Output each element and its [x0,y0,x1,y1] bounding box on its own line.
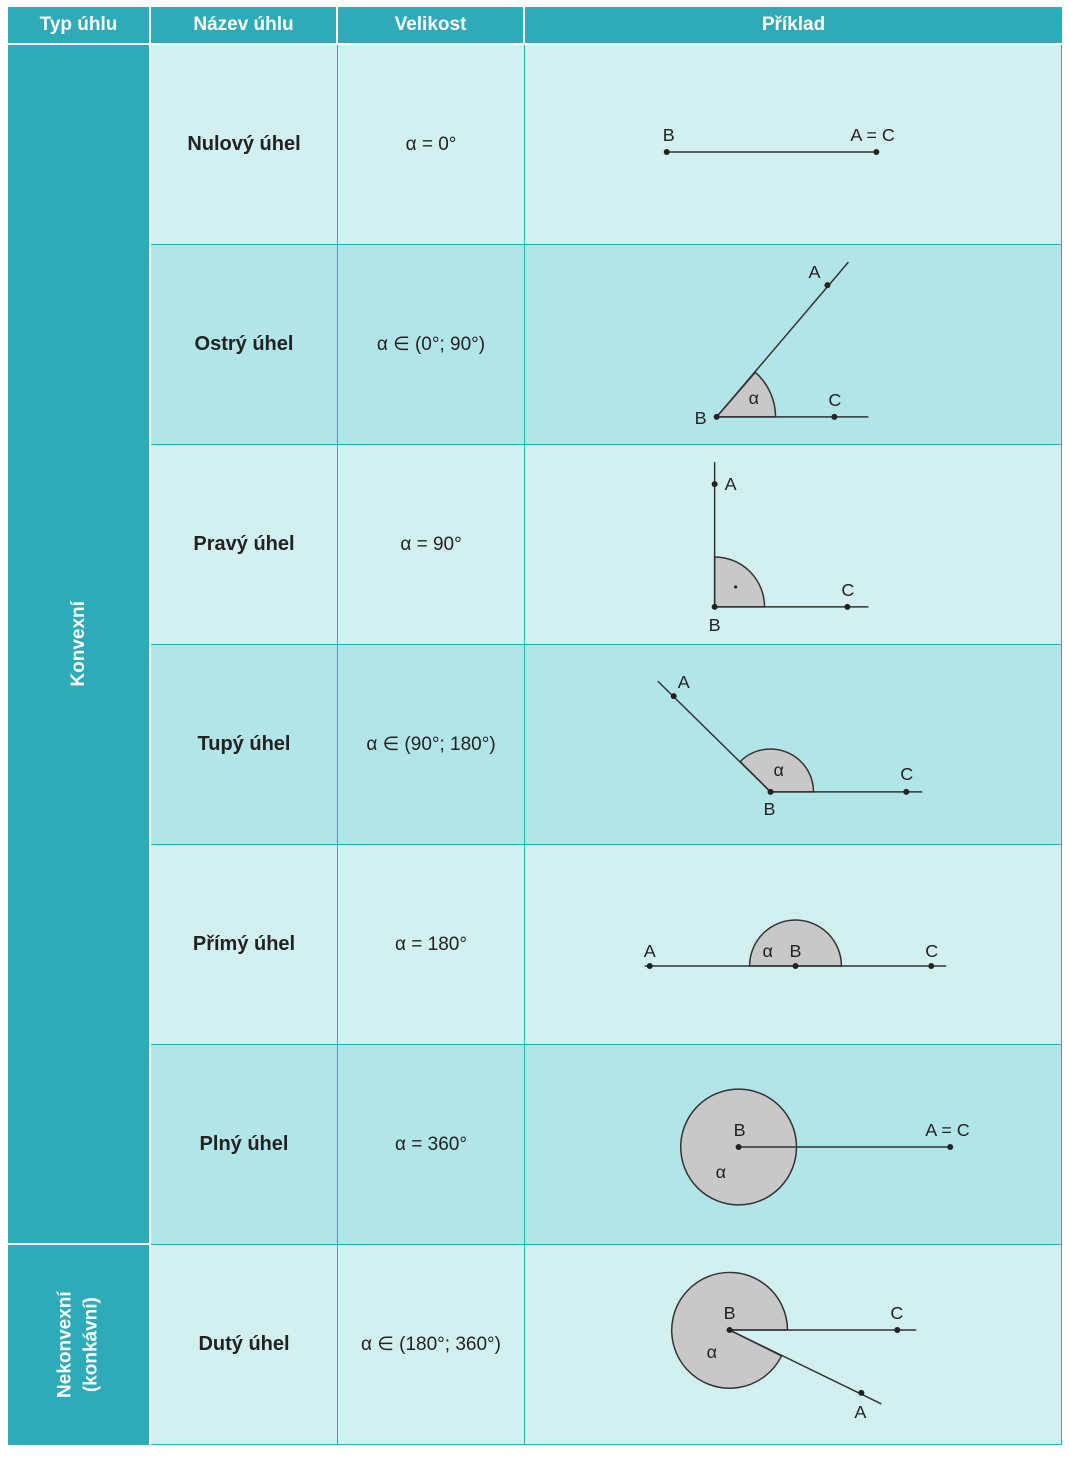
label-b: B [662,124,675,145]
row-size: α ∈ (0°; 90°) [338,245,525,445]
example-reflex-angle [525,1245,1062,1445]
label-c: C [890,1302,904,1323]
label-c: C [841,579,855,600]
example-zero-angle [525,45,1062,245]
header-example: Příklad [525,7,1062,45]
row-name: Pravý úhel [151,445,338,645]
group-nonconvex [8,1245,151,1445]
label-b: B [733,1119,746,1140]
label-b: B [694,407,707,428]
group-nonconvex-label [53,1292,104,1399]
row-name: Tupý úhel [151,645,338,845]
label-alpha: α [715,1161,727,1182]
label-a: A [854,1401,867,1422]
group-convex [8,45,151,1245]
row-name: Ostrý úhel [151,245,338,445]
example-right-angle [525,445,1062,645]
header-name: Název úhlu [151,7,338,45]
label-b: B [763,798,776,819]
example-straight-angle [525,845,1062,1045]
row-size: α = 0° [338,45,525,245]
label-c: C [828,389,842,410]
label-a: A [724,473,737,494]
label-a: A [808,261,821,282]
row-size: α = 360° [338,1045,525,1245]
example-full-angle [525,1045,1062,1245]
label-alpha: α [748,387,759,408]
group-convex-label: Konvexní [67,601,89,687]
example-obtuse-angle [525,645,1062,845]
label-c: C [900,763,914,784]
row-name: Nulový úhel [151,45,338,245]
row-name: Plný úhel [151,1045,338,1245]
label-b: B [789,940,802,961]
row-name: Přímý úhel [151,845,338,1045]
label-b: B [723,1302,736,1323]
row-size: α = 90° [338,445,525,645]
label-alpha: α [762,940,773,961]
label-b: B [708,614,721,635]
label-a-eq-c: A = C [850,124,895,145]
label-a-eq-c: A = C [925,1119,970,1140]
row-size: α ∈ (180°; 360°) [338,1245,525,1445]
label-c: C [925,940,939,961]
example-acute-angle [525,245,1062,445]
group-nonconvex-line1: Nekonvexní [54,1291,76,1399]
row-size: α = 180° [338,845,525,1045]
header-type: Typ úhlu [8,7,151,45]
label-a: A [677,671,690,692]
angle-types-table [8,7,1062,1449]
group-nonconvex-line2: (konkávní) [80,1297,102,1393]
header-size: Velikost [338,7,525,45]
row-name: Dutý úhel [151,1245,338,1445]
label-alpha: α [773,759,784,780]
label-a: A [643,940,656,961]
row-size: α ∈ (90°; 180°) [338,645,525,845]
label-alpha: α [706,1341,718,1362]
